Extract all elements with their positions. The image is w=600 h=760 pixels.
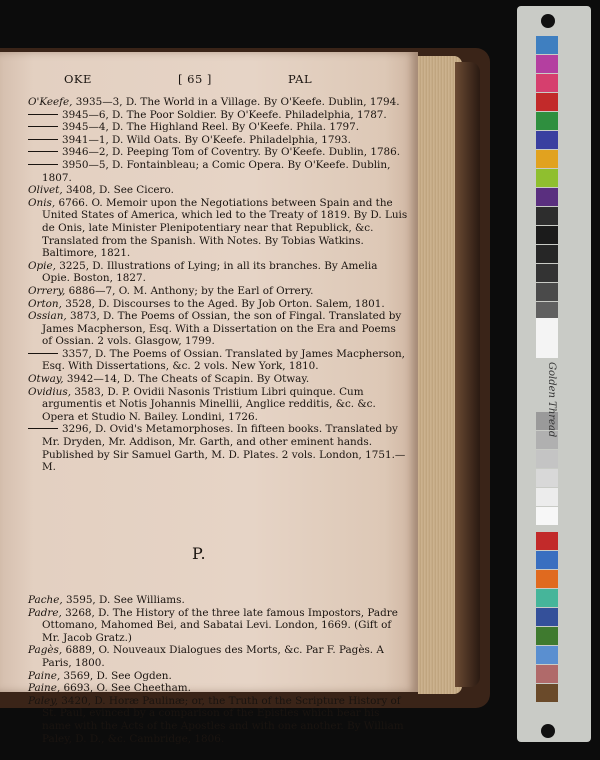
entry-headword: Paley, — [28, 694, 58, 707]
catalog-entries-p — [28, 594, 408, 745]
running-head-right: PAL — [288, 72, 313, 86]
ditto-dash — [28, 164, 58, 165]
color-swatch — [536, 74, 558, 92]
catalog-entry — [28, 96, 408, 109]
catalog-entry — [28, 423, 408, 473]
entry-text: 3528, D. Discourses to the Aged. By Job Orton. Salem, 1801. — [61, 297, 385, 310]
ditto-dash — [28, 428, 58, 429]
color-swatch — [536, 570, 558, 588]
entry-text: 6886—7, O. M. Anthony; by the Earl of Orrery. — [65, 284, 314, 297]
entry-headword: Onis, — [28, 196, 56, 209]
catalog-entry — [28, 594, 408, 607]
catalog-entry — [28, 184, 408, 197]
catalog-entry — [28, 121, 408, 134]
gray-swatch — [536, 450, 558, 468]
catalog-entry — [28, 298, 408, 311]
color-swatch — [536, 226, 558, 244]
entry-text: 3595, D. See Williams. — [62, 594, 185, 606]
catalog-entry — [28, 146, 408, 159]
color-swatch — [536, 188, 558, 206]
color-swatch — [536, 627, 558, 645]
entry-headword: Orton, — [28, 297, 62, 310]
entry-text: 3946—2, D. Peeping Tom of Coventry. By O'Keefe. Dublin, 1786. — [62, 146, 401, 159]
color-swatch — [536, 131, 558, 149]
entry-text: 3945—6, D. The Poor Soldier. By O'Keefe. Philadelphia, 1787. — [62, 108, 387, 121]
ditto-dash — [28, 139, 58, 140]
color-swatch — [536, 665, 558, 683]
entry-headword: O'Keefe, — [28, 96, 73, 108]
target-hole-icon — [541, 14, 555, 28]
entry-headword: Paine, — [28, 669, 61, 682]
catalog-entry — [28, 670, 408, 683]
color-swatch — [536, 684, 558, 702]
entry-text: 3873, D. The Poems of Ossian, the son of Fingal. Translated by James Macpherson, Esq. With a Dissertation on the Era and Poems of Ossian. 2 vols. Glasgow, 1799. — [42, 310, 402, 348]
color-swatch — [536, 283, 558, 301]
gray-swatch — [536, 469, 558, 487]
entry-headword: Olivet, — [28, 184, 63, 197]
color-swatch — [536, 245, 558, 263]
entry-text: 3296, D. Ovid's Metamorphoses. In fifteen books. Translated by Mr. Dryden, Mr. Addison, Mr. Garth, and other eminent hands. Published by Sir Samuel Garth, M. D. Plates. 2 vols. London, 1751.—M. — [42, 423, 406, 474]
catalog-entry — [28, 285, 408, 298]
ditto-dash — [28, 151, 58, 152]
entry-text: 6889, O. Nouveaux Dialogues des Morts, &c. Par F. Pagès. A Paris, 1800. — [42, 644, 384, 669]
catalog-entry — [28, 607, 408, 645]
ditto-dash — [28, 114, 58, 115]
entry-headword: Paine, — [28, 682, 61, 695]
catalog-entry — [28, 109, 408, 122]
entry-text: 6693, O. See Cheetham. — [60, 682, 191, 695]
catalog-entry — [28, 386, 408, 424]
running-head-left: OKE — [64, 72, 92, 86]
ditto-dash — [28, 126, 58, 127]
book-spine-shadow — [455, 62, 480, 687]
entry-text: 3945—4, D. The Highland Reel. By O'Keefe. Phila. 1797. — [62, 121, 360, 134]
section-letter: P. — [192, 544, 207, 563]
entry-text: 3408, D. See Cicero. — [62, 184, 174, 197]
catalog-entry — [28, 134, 408, 147]
catalog-entry — [28, 373, 408, 386]
ditto-dash — [28, 353, 58, 354]
entry-text: 3941—1, D. Wild Oats. By O'Keefe. Philadelphia, 1793. — [62, 133, 351, 146]
catalog-entry — [28, 348, 408, 373]
entry-headword: Pagès, — [28, 644, 63, 657]
catalog-entry — [28, 695, 408, 745]
color-swatch — [536, 169, 558, 187]
color-swatch — [536, 112, 558, 130]
color-swatch — [536, 646, 558, 664]
color-swatch — [536, 36, 558, 54]
entry-headword: Orrery, — [28, 284, 66, 297]
entry-text: 3950—5, D. Fontainbleau; a Comic Opera. By O'Keefe. Dublin, 1807. — [42, 158, 391, 184]
color-swatch — [536, 150, 558, 168]
white-patch — [536, 318, 558, 358]
entry-headword: Ossian, — [28, 310, 67, 323]
entry-text: 3942—14, D. The Cheats of Scapin. By Otway. — [63, 373, 310, 386]
page-number: [ 65 ] — [178, 72, 212, 86]
gray-swatch — [536, 507, 558, 525]
entry-text: 3583, D. P. Ovidii Nasonis Tristium Libri quinque. Cum argumentis et Notis Johannis Minellii, Anglice redditis, &c. &c. Opera et Studio N. Bailey. Londini, 1726. — [42, 385, 376, 423]
color-swatch — [536, 532, 558, 550]
color-swatch — [536, 55, 558, 73]
book-page — [0, 52, 418, 745]
catalog-entry — [28, 197, 408, 260]
catalog-entry — [28, 682, 408, 695]
catalog-entries-o — [28, 96, 408, 474]
entry-headword: Ovidius, — [28, 385, 72, 398]
color-swatch — [536, 264, 558, 282]
entry-text: 3357, D. The Poems of Ossian. Translated by James Macpherson, Esq. With Dissertations, &c. 2 vols. New York, 1810. — [42, 347, 405, 373]
entry-headword: Pache, — [28, 594, 63, 606]
entry-headword: Opie, — [28, 259, 56, 272]
color-swatch — [536, 589, 558, 607]
target-hole-icon — [541, 724, 555, 738]
color-swatch — [536, 551, 558, 569]
gray-swatch — [536, 488, 558, 506]
color-swatch — [536, 207, 558, 225]
entry-headword: Otway, — [28, 373, 64, 386]
color-swatch — [536, 608, 558, 626]
catalog-entry — [28, 644, 408, 669]
catalog-entry — [28, 310, 408, 348]
entry-text: 3935—3, D. The World in a Village. By O'Keefe. Dublin, 1794. — [72, 96, 400, 108]
entry-headword: Padre, — [28, 606, 62, 619]
running-head — [0, 72, 418, 90]
entry-text: 3268, D. The History of the three late famous Impostors, Padre Ottomano, Mahomed Bei, and Sabatai Levi. London, 1669. (Gift of Mr. Jacob Gratz.) — [42, 606, 398, 644]
entry-text: 3420, D. Horæ Paulinæ; or, the Truth of the Scripture History of St. Paul, evinced by a comparison of the Epistles which bear his name with the Acts of the Apostles and with one another. By William Paley, D. D., &c. Cambridge, 1806. — [42, 694, 404, 745]
catalog-entry — [28, 159, 408, 184]
catalog-entry — [28, 260, 408, 285]
target-brand-label: Golden Thread — [546, 362, 557, 438]
color-swatch — [536, 93, 558, 111]
entry-text: 3225, D. Illustrations of Lying; in all its branches. By Amelia Opie. Boston, 1827. — [42, 259, 378, 285]
entry-text: 3569, D. See Ogden. — [60, 669, 172, 682]
entry-text: 6766. O. Memoir upon the Negotiations between Spain and the United States of America, which led to the Treaty of 1819. By D. Luis de Onis, late Minister Plenipotentiary near that Republick, &c. Translated from the Spanish. With Notes. By Tobias Watkins. Baltimore, 1821. — [42, 196, 408, 260]
